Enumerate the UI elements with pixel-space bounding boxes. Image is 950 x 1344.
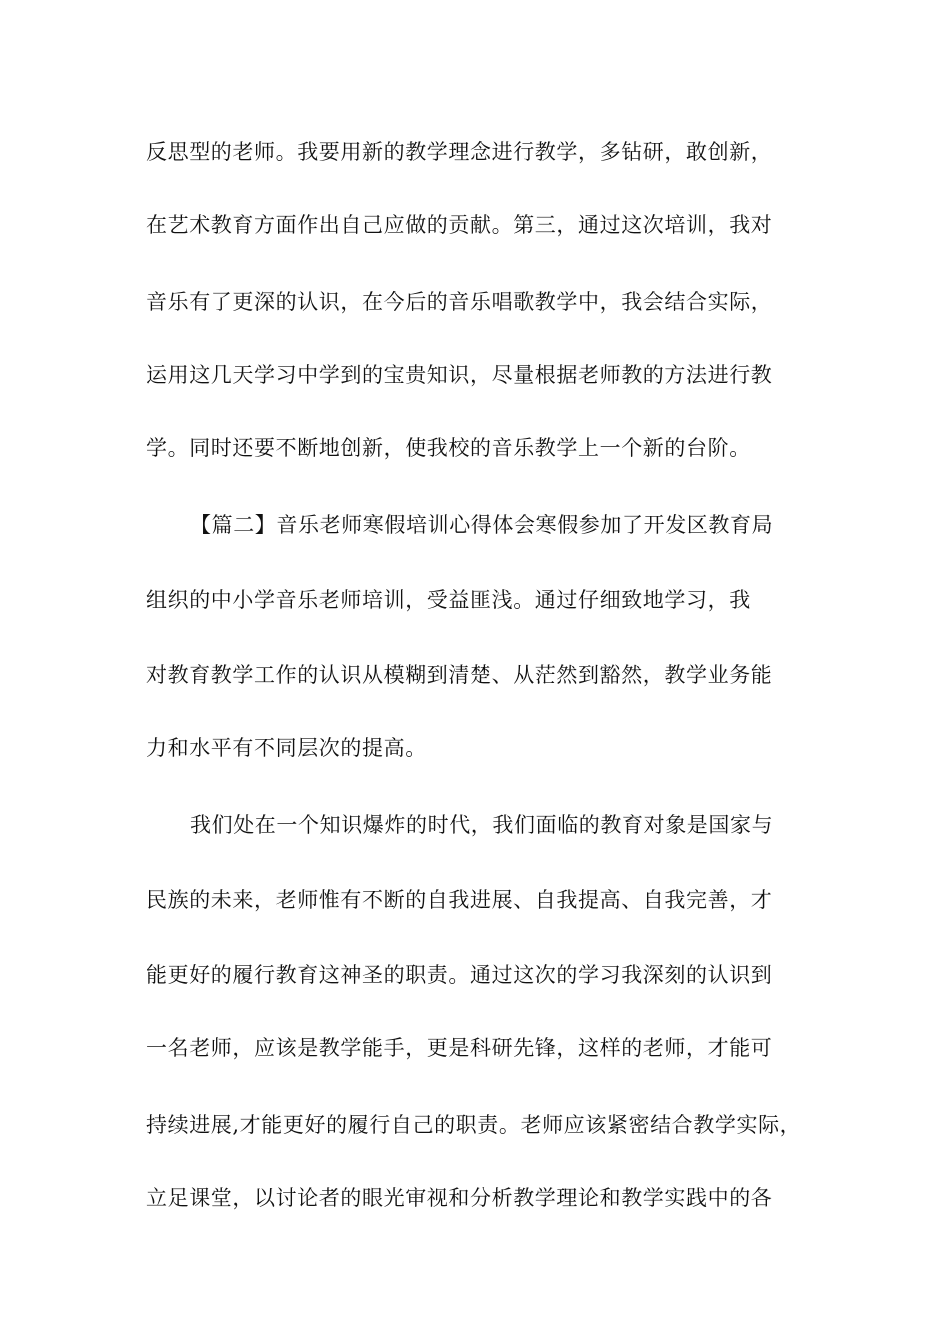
text-line: 【篇二】音乐老师寒假培训心得体会寒假参加了开发区教育局 — [190, 513, 774, 537]
text-line: 运用这几天学习中学到的宝贵知识，尽量根据老师教的方法进行教 — [146, 363, 773, 387]
text-line: 反思型的老师。我要用新的教学理念进行教学，多钻研，敢创新， — [146, 140, 773, 164]
text-line: 组织的中小学音乐老师培训，受益匪浅。通过仔细致地学习，我 — [146, 588, 751, 612]
text-line: 学。同时还要不断地创新，使我校的音乐教学上一个新的台阶。 — [146, 436, 751, 460]
text-line: 民族的未来，老师惟有不断的自我进展、自我提高、自我完善，才 — [146, 888, 773, 912]
text-line: 我们处在一个知识爆炸的时代，我们面临的教育对象是国家与 — [190, 813, 774, 837]
text-line: 在艺术教育方面作出自己应做的贡献。第三，通过这次培训，我对 — [146, 213, 773, 237]
text-line: 立足课堂，以讨论者的眼光审视和分析教学理论和教学实践中的各 — [146, 1186, 773, 1210]
text-line: 音乐有了更深的认识，在今后的音乐唱歌教学中，我会结合实际， — [146, 290, 773, 314]
text-line: 力和水平有不同层次的提高。 — [146, 736, 427, 760]
text-line: 对教育教学工作的认识从模糊到清楚、从茫然到豁然，教学业务能 — [146, 663, 773, 687]
text-line: 持续进展,才能更好的履行自己的职责。老师应该紧密结合教学实际， — [146, 1113, 802, 1137]
text-line: 能更好的履行教育这神圣的职责。通过这次的学习我深刻的认识到 — [146, 963, 773, 987]
text-line: 一名老师，应该是教学能手，更是科研先锋，这样的老师，才能可 — [146, 1036, 773, 1060]
